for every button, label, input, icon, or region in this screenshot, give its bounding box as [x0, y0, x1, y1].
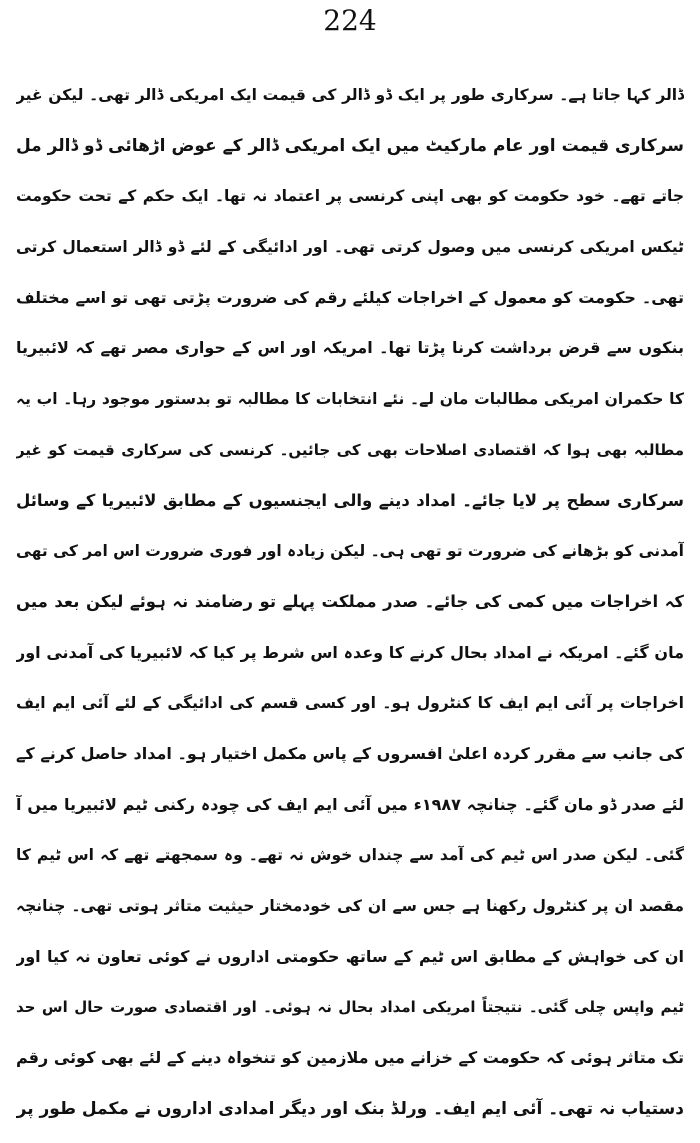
text-line: ان کی خواہش کے مطابق اس ٹیم کے ساتھ حکومتی اداروں نے کوئی تعاون نہ کیا اور — [16, 946, 684, 966]
text-line: تک متاثر ہوئی کہ حکومت کے خزانے میں ملازمین کو تنخواہ دینے کے لئے بھی کوئی رقم — [16, 1048, 684, 1068]
text-line: کہ اخراجات میں کمی کی جائے۔ صدر مملکت پہلے تو رضامند نہ ہوئے لیکن بعد میں — [16, 591, 684, 611]
body-text — [16, 70, 684, 1134]
text-line: مان گئے۔ امریکہ نے امداد بحال کرنے کا وعدہ اس شرط پر کیا کہ لائبیریا کی آمدنی اور — [16, 642, 684, 662]
text-line: کی جانب سے مقرر کردہ اعلیٰ افسروں کے پاس مکمل اختیار ہو۔ امداد حاصل کرنے کے — [16, 743, 684, 763]
text-line: اخراجات پر آئی ایم ایف کا کنٹرول ہو۔ اور کسی قسم کی ادائیگی کے لئے آئی ایم ایف — [16, 694, 684, 713]
text-line: ڈالر کہا جاتا ہے۔ سرکاری طور پر ایک ڈو ڈالر کی قیمت ایک امریکی ڈالر تھی۔ لیکن غیر — [16, 86, 684, 104]
text-line: دستیاب نہ تھی۔ آئی ایم ایف۔ ورلڈ بنک اور دیگر امدادی اداروں نے مکمل طور پر — [16, 1098, 684, 1119]
text-line: ٹیکس امریکی کرنسی میں وصول کرتی تھی۔ اور ادائیگی کے لئے ڈو ڈالر استعمال کرتی — [16, 238, 684, 257]
text-line: سرکاری سطح پر لایا جائے۔ امداد دینے والی ایجنسیوں کے مطابق لائبیریا کے وسائل — [16, 490, 684, 510]
text-line: آمدنی کو بڑھانے کی ضرورت تو تھی ہی۔ لیکن زیادہ اور فوری ضرورت اس امر کی تھی — [16, 542, 684, 561]
text-line: جاتے تھے۔ خود حکومت کو بھی اپنی کرنسی پر اعتماد نہ تھا۔ ایک حکم کے تحت حکومت — [16, 187, 684, 206]
text-line: کا حکمران امریکی مطالبات مان لے۔ نئے انتخابات کا مطالبہ تو بدستور موجود رہا۔ اب یہ — [16, 390, 684, 409]
text-line: لئے صدر ڈو مان گئے۔ چنانچہ ۱۹۸۷ء میں آئی ایم ایف کی چودہ رکنی ٹیم لائبیریا میں آ — [16, 794, 684, 814]
text-line: بنکوں سے قرض برداشت کرنا پڑتا تھا۔ امریکہ اور اس کے حواری مصر تھے کہ لائبیریا — [16, 338, 684, 358]
text-line: گئی۔ لیکن صدر اس ٹیم کی آمد سے چنداں خوش نہ تھے۔ وہ سمجھتے تھے کہ اس ٹیم کا — [16, 846, 684, 865]
text-line: مقصد ان پر کنٹرول رکھنا ہے جس سے ان کی خودمختار حیثیت متاثر ہوتی تھی۔ چنانچہ — [16, 897, 684, 915]
text-line: مطالبہ بھی ہوا کہ اقتصادی اصلاحات بھی کی جائیں۔ کرنسی کی سرکاری قیمت کو غیر — [16, 440, 684, 459]
text-line: تھی۔ حکومت کو معمول کے اخراجات کیلئے رقم کی ضرورت پڑتی تھی تو اسے مختلف — [16, 287, 684, 307]
text-line: ٹیم واپس چلی گئی۔ نتیجتاً امریکی امداد بحال نہ ہوئی۔ اور اقتصادی صورت حال اس حد — [16, 998, 684, 1017]
page-number: 224 — [323, 4, 377, 37]
text-line: سرکاری قیمت اور عام مارکیٹ میں ایک امریکی ڈالر کے عوض اڑھائی ڈو ڈالر مل — [16, 135, 684, 156]
